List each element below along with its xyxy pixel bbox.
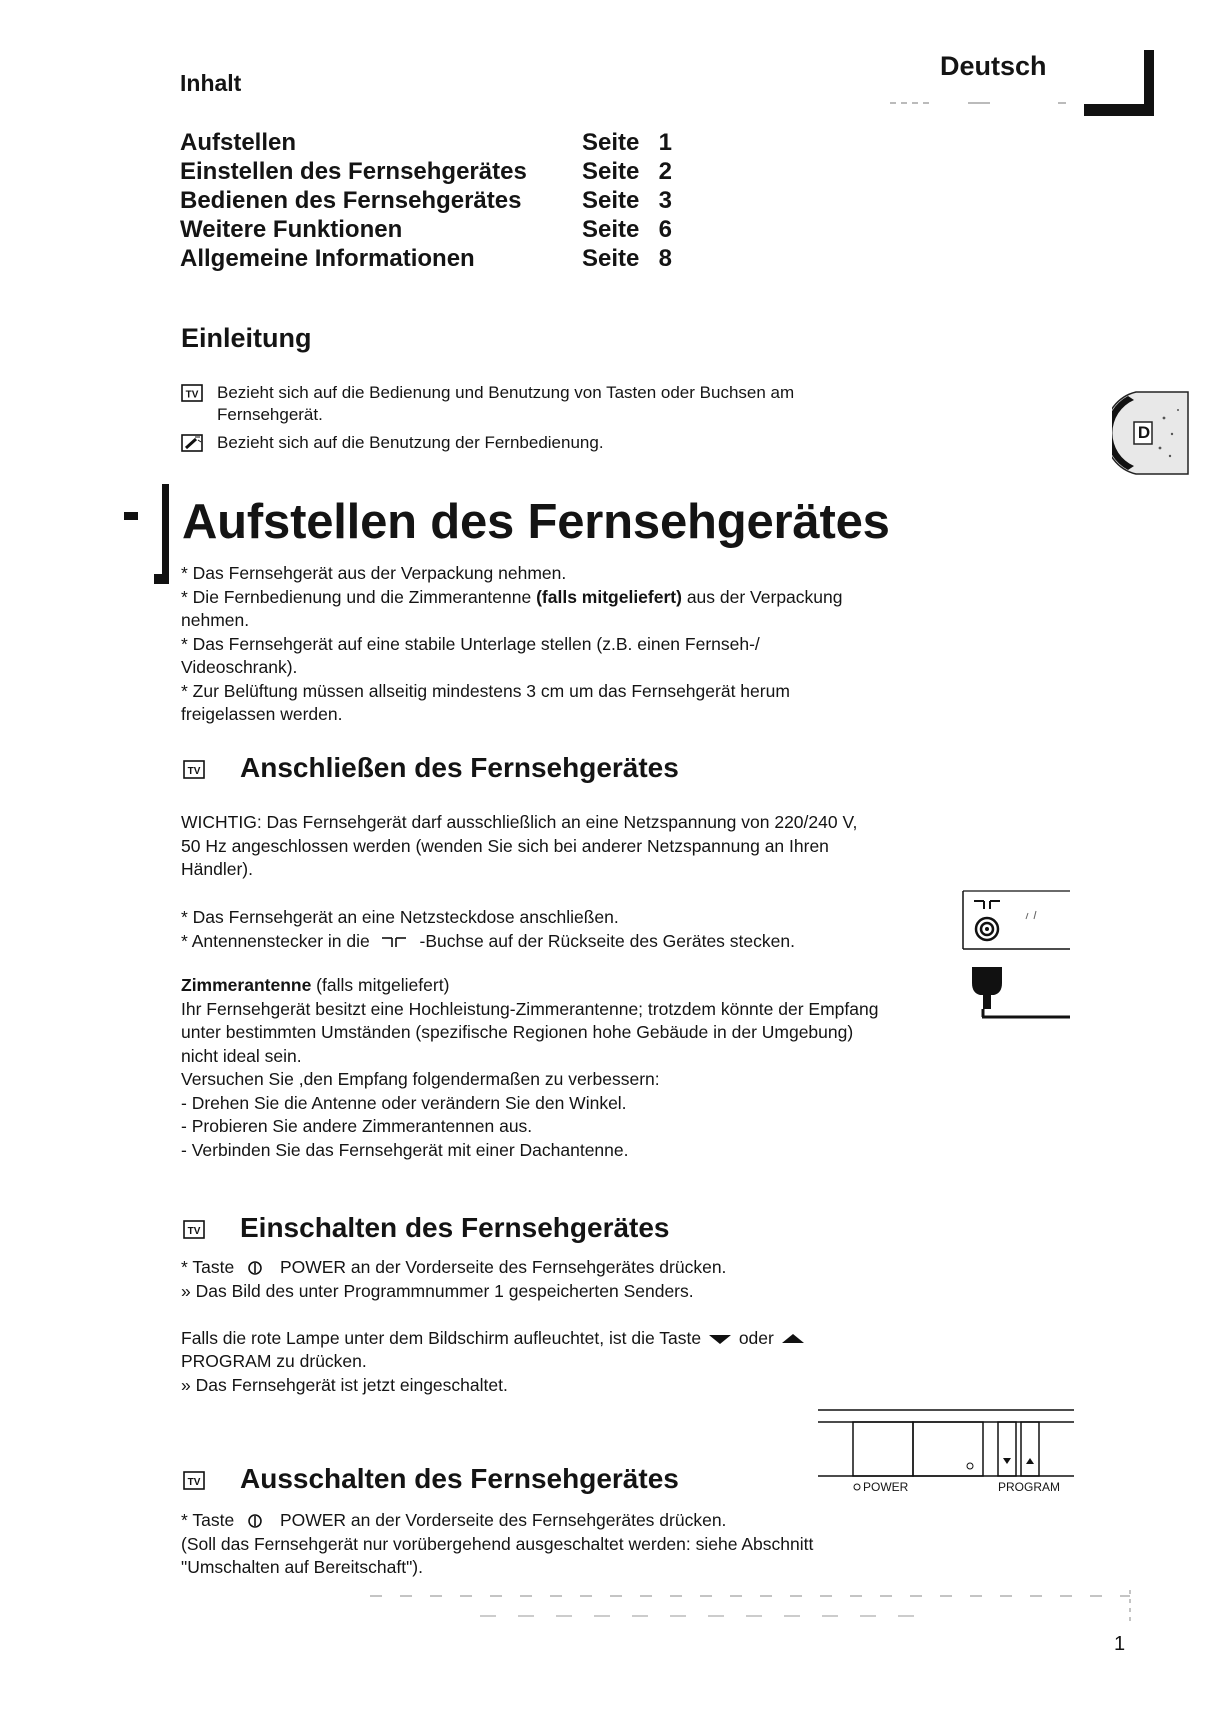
power-on-text <box>181 1256 881 1397</box>
indoor-antenna-text: Ihr Fernsehgerät besitzt eine Hochleistung-Zimmerantenne; trotzdem könnte der Empfang unter bestimmten Umständen (spezifische Regionen hohe Gebäude in der Umgebung) nicht ideal sein. <box>181 998 879 1066</box>
toc-row <box>180 186 700 215</box>
power-off-heading-text: Ausschalten des Fernsehgerätes <box>240 1463 679 1494</box>
connect-steps <box>181 906 881 953</box>
indoor-antenna-tip: - Probieren Sie andere Zimmerantennen aus. <box>181 1116 533 1136</box>
toc-seite: Seite <box>582 158 640 185</box>
power-on-line: * Taste POWER an der Vorderseite des Fernsehgerätes drücken. <box>181 1257 727 1277</box>
section-bracket-mark <box>120 484 170 584</box>
setup-line: * Die Fernbedienung und die Zimmerantenne (falls mitgeliefert) aus der Verpackung nehmen. <box>181 586 843 630</box>
toc-row <box>180 244 700 273</box>
toc-seite: Seite <box>582 216 640 243</box>
toc-title: Weitere Funktionen <box>180 216 403 243</box>
power-icon <box>247 1260 263 1276</box>
intro-item-text: Bezieht sich auf die Bedienung und Benutzung von Tasten oder Buchsen am Fernsehgerät. <box>217 383 795 424</box>
intro-item-tv <box>181 382 881 428</box>
toc-seite: Seite <box>582 129 640 156</box>
toc-page: 1 <box>658 129 672 156</box>
connect-step: * Antennenstecker in die -Buchse auf der Rückseite des Gerätes stecken. <box>181 930 795 951</box>
svg-text:TV: TV <box>187 1226 201 1237</box>
indoor-antenna-tip: - Drehen Sie die Antenne oder verändern Sie den Winkel. <box>181 1092 627 1113</box>
toc-title: Aufstellen <box>180 129 297 156</box>
header-rule-dashes <box>880 98 1070 108</box>
setup-line: * Zur Belüftung müssen allseitig mindestens 3 cm um das Fernsehgerät herum freigelassen werden. <box>181 680 790 724</box>
svg-text:TV: TV <box>187 766 201 777</box>
power-on-line: PROGRAM zu drücken. <box>181 1351 367 1371</box>
svg-text:TV: TV <box>185 389 199 401</box>
connect-warning: WICHTIG: Das Fernsehgerät darf ausschließlich an eine Netzspannung von 220/240 V, 50 Hz angeschlossen werden (wenden Sie sich bei anderer Netzspannung an Ihren Händler). <box>181 812 858 879</box>
toc-page: 8 <box>658 245 672 272</box>
contents-title: Inhalt <box>180 70 242 96</box>
svg-text:TV: TV <box>187 1477 201 1488</box>
toc-page: 3 <box>658 187 672 214</box>
power-icon <box>247 1513 263 1529</box>
power-on-line: Falls die rote Lampe unter dem Bildschirm aufleuchtet, ist die Taste oder <box>181 1327 881 1351</box>
indoor-antenna-label: Zimmerantenne (falls mitgeliefert) <box>181 975 450 995</box>
toc-page: 6 <box>658 216 672 243</box>
toc-row <box>180 157 700 186</box>
indoor-antenna-block <box>181 974 881 1162</box>
table-of-contents <box>180 128 700 273</box>
introduction-heading: Einleitung <box>181 323 312 353</box>
connect-step: * Das Fernsehgerät an eine Netzsteckdose anschließen. <box>181 907 619 927</box>
tv-icon <box>183 1220 205 1239</box>
remote-control-icon <box>181 434 203 452</box>
toc-row <box>180 215 700 244</box>
tv-icon <box>183 760 205 779</box>
toc-page: 2 <box>658 158 672 185</box>
setup-line: * Das Fernsehgerät auf eine stabile Unterlage stellen (z.B. einen Fernseh-/ Videoschrank). <box>181 633 760 677</box>
toc-title: Bedienen des Fernsehgerätes <box>180 187 522 214</box>
power-off-text <box>181 1509 881 1580</box>
indoor-antenna-tip: - Verbinden Sie das Fernsehgerät mit einer Dachantenne. <box>181 1139 629 1160</box>
antenna-socket-diagram <box>962 885 1072 1020</box>
setup-text <box>181 562 881 727</box>
power-on-heading-text: Einschalten des Fernsehgerätes <box>240 1212 670 1243</box>
tv-icon <box>183 1471 205 1490</box>
setup-line: * Das Fernsehgerät aus der Verpackung nehmen. <box>181 563 567 583</box>
corner-bracket-mark <box>1074 50 1154 116</box>
toc-seite: Seite <box>582 187 640 214</box>
program-label: PROGRAM <box>998 1480 1061 1494</box>
front-panel-diagram <box>818 1398 1074 1494</box>
tv-icon <box>181 384 203 402</box>
program-down-icon <box>708 1333 732 1345</box>
program-up-icon <box>781 1333 805 1345</box>
power-off-line: (Soll das Fernsehgerät nur vorübergehend ausgeschaltet werden: siehe Abschnitt "Umschalten auf Bereitschaft"). <box>181 1533 814 1577</box>
toc-title: Allgemeine Informationen <box>180 245 475 272</box>
connect-heading-text: Anschließen des Fernsehgerätes <box>240 752 679 783</box>
toc-title: Einstellen des Fernsehgerätes <box>180 158 527 185</box>
antenna-socket-icon <box>379 935 409 949</box>
language-label: Deutsch <box>940 51 1047 81</box>
side-tab-letter: D <box>1137 423 1151 442</box>
page-number: 1 <box>1114 1633 1126 1655</box>
toc-seite: Seite <box>582 245 640 272</box>
power-off-line: * Taste POWER an der Vorderseite des Fernsehgerätes drücken. <box>181 1510 727 1530</box>
intro-item-text: Bezieht sich auf die Benutzung der Fernbedienung. <box>217 433 604 452</box>
intro-item-remote <box>181 432 881 456</box>
toc-row <box>180 128 700 157</box>
language-side-tab <box>1112 388 1192 478</box>
power-on-line: » Das Bild des unter Programmnummer 1 gespeicherten Senders. <box>181 1280 694 1301</box>
indoor-antenna-try: Versuchen Sie ,den Empfang folgendermaßen zu verbessern: <box>181 1069 660 1089</box>
bottom-scan-dashes <box>370 1590 1140 1630</box>
power-on-line: » Das Fernsehgerät ist jetzt eingeschaltet. <box>181 1374 508 1395</box>
setup-heading: Aufstellen des Fernsehgerätes <box>182 495 890 549</box>
power-label: POWER <box>863 1480 909 1494</box>
